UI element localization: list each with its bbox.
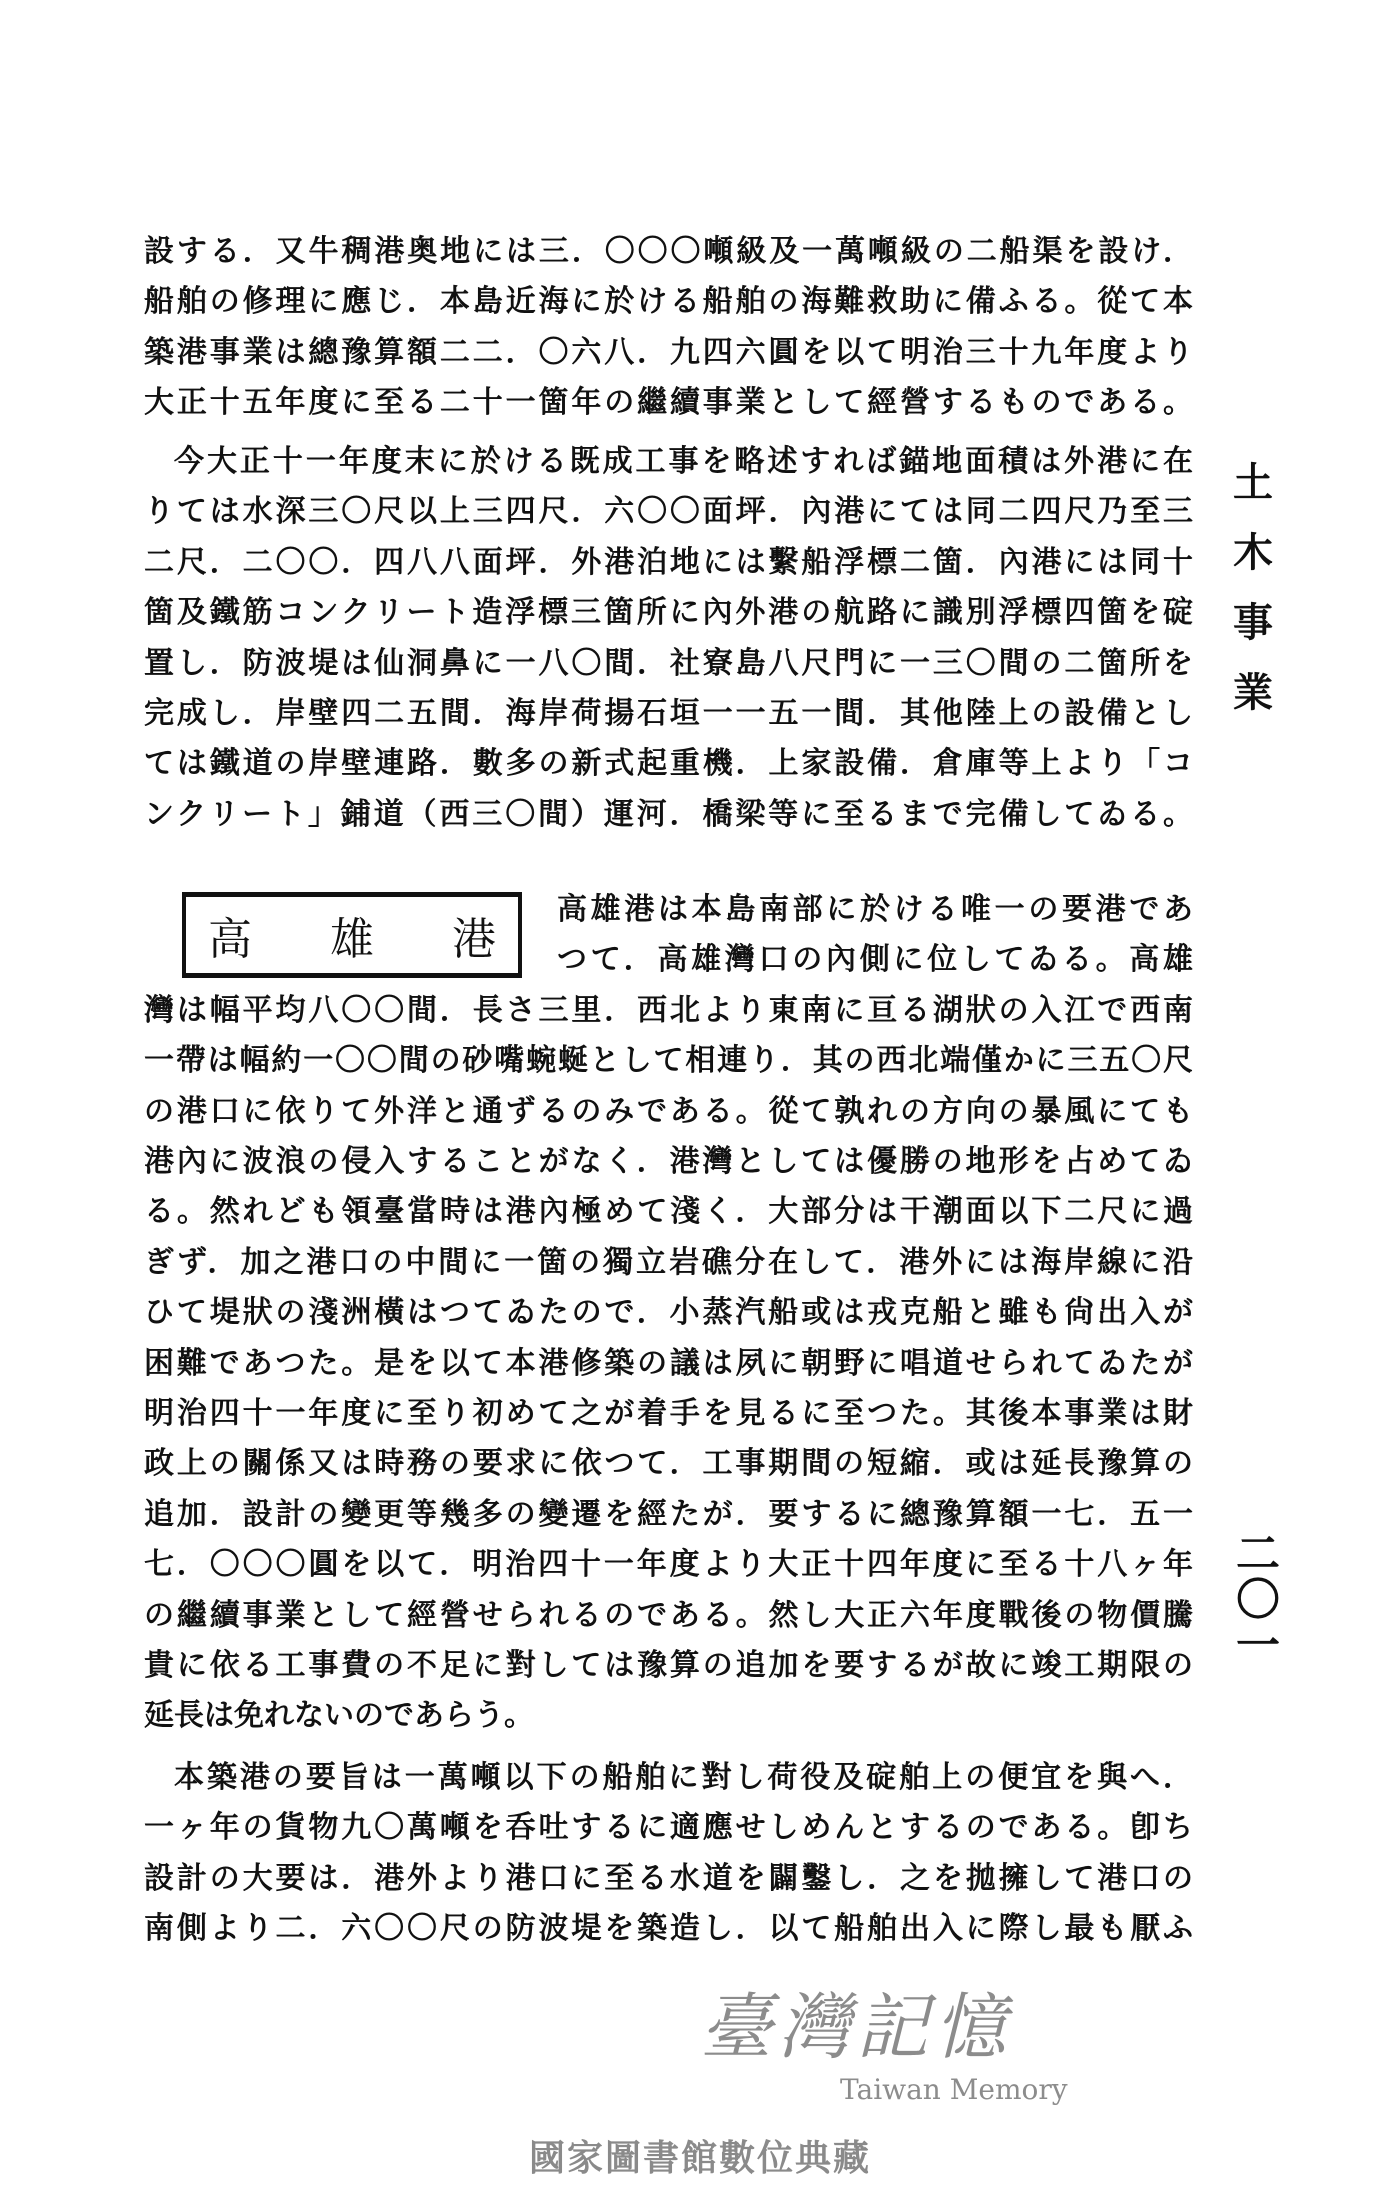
text-line: つて．高雄灣口の內側に位してゐる。高雄	[557, 942, 1193, 978]
text-line: の繼續事業として經營せられるのである。然し大正六年度戰後の物價騰	[144, 1597, 1193, 1633]
running-head-char: 土	[1233, 459, 1273, 506]
section-heading-char: 港	[452, 914, 496, 965]
text-line: 南側より二．六〇〇尺の防波堤を築造し．以て船舶出入に際し最も厭ふ	[144, 1911, 1193, 1947]
text-line: 政上の關係又は時務の要求に依つて．工事期間の短縮．或は延長豫算の	[144, 1446, 1193, 1482]
text-line: る。然れども領臺當時は港內極めて淺く．大部分は干潮面以下二尺に過	[144, 1194, 1193, 1230]
text-line: ひて堤狀の淺洲橫はつてゐたので．小蒸汽船或は戎克船と雖も尙出入が	[144, 1295, 1193, 1331]
section-heading-box	[182, 892, 522, 978]
text-line: ンクリート」鋪道（西三〇間）運河．橋梁等に至るまで完備してゐる。	[144, 796, 1193, 832]
running-head-char: 事	[1233, 599, 1273, 646]
running-head-char: 業	[1233, 669, 1273, 716]
text-line: 二尺．二〇〇．四八八面坪．外港泊地には繫船浮標二箇．內港には同十	[144, 544, 1193, 580]
text-line: 困難であつた。是を以て本港修築の議は夙に朝野に唱道せられてゐたが	[144, 1345, 1193, 1381]
text-line: 追加．設計の變更等幾多の變遷を經たが．要するに總豫算額一七．五一	[144, 1496, 1193, 1532]
text-line: りては水深三〇尺以上三四尺．六〇〇面坪．內港にては同二四尺乃至三	[144, 494, 1193, 530]
text-line: 完成し．岸壁四二五間．海岸荷揚石垣一一五一間．其他陸上の設備とし	[144, 696, 1193, 731]
text-line: 延長は免れないのであらう。	[144, 1698, 534, 1734]
section-heading-char: 雄	[330, 914, 374, 965]
text-line: ぎず．加之港口の中間に一箇の獨立岩礁分在して．港外には海岸線に沿	[144, 1244, 1193, 1280]
text-line: 貴に依る工事費の不足に對しては豫算の追加を要するが故に竣工期限の	[144, 1648, 1193, 1683]
section-heading-char: 高	[208, 914, 252, 965]
text-line: 高雄港は本島南部に於ける唯一の要港であ	[557, 892, 1193, 927]
text-line: 灣は幅平均八〇〇間．長さ三里．西北より東南に亘る湖狀の入江で西南	[144, 992, 1193, 1028]
text-line: 今大正十一年度末に於ける既成工事を略述すれば錨地面積は外港に在	[174, 444, 1193, 479]
text-line: 大正十五年度に至る二十一箇年の繼續事業として經營するものである。	[144, 385, 1193, 421]
text-line: 設する．又牛稠港奥地には三．〇〇〇噸級及一萬噸級の二船渠を設け．	[144, 234, 1193, 269]
text-line: 箇及鐵筋コンクリート造浮標三箇所に內外港の航路に識別浮標四箇を碇	[144, 595, 1193, 631]
text-line: 置し．防波堤は仙洞鼻に一八〇間．社寮島八尺門に一三〇間の二箇所を	[144, 645, 1193, 681]
running-head	[1228, 458, 1278, 718]
text-line: 明治四十一年度に至り初めて之が着手を見るに至つた。其後本事業は財	[144, 1396, 1193, 1431]
page-number: 二〇一	[1228, 1530, 1279, 1668]
watermark-logo-text: 臺灣記憶	[700, 1985, 1013, 2069]
text-line: ては鐵道の岸壁連路．數多の新式起重機．上家設備．倉庫等上より「コ	[144, 746, 1193, 782]
text-line: 本築港の要旨は一萬噸以下の船舶に對し荷役及碇舶上の便宜を與へ．	[174, 1760, 1193, 1795]
text-line: 港內に波浪の侵入することがなく．港灣としては優勝の地形を占めてゐ	[144, 1144, 1193, 1179]
text-line: 築港事業は總豫算額二二．〇六八．九四六圓を以て明治三十九年度より	[144, 334, 1193, 370]
watermark	[700, 1985, 1170, 2115]
text-line: の港口に依りて外洋と通ずるのみである。從て孰れの方向の暴風にても	[144, 1093, 1193, 1129]
footer-credit: 國家圖書館數位典藏	[528, 2137, 871, 2179]
text-line: 一帶は幅約一〇〇間の砂嘴蜿蜒として相連り．其の西北端僅かに三五〇尺	[144, 1043, 1193, 1079]
watermark-subtitle: Taiwan Memory	[840, 2073, 1068, 2106]
running-head-char: 木	[1233, 529, 1273, 576]
text-line: 一ヶ年の貨物九〇萬噸を呑吐するに適應せしめんとするのである。卽ち	[144, 1810, 1193, 1846]
text-line: 船舶の修理に應じ．本島近海に於ける船舶の海難救助に備ふる。從て本	[144, 284, 1193, 320]
text-line: 七．〇〇〇圓を以て．明治四十一年度より大正十四年度に至る十八ヶ年	[144, 1547, 1193, 1583]
text-line: 設計の大要は．港外より港口に至る水道を闢鑿し．之を拋擁して港口の	[144, 1860, 1193, 1896]
